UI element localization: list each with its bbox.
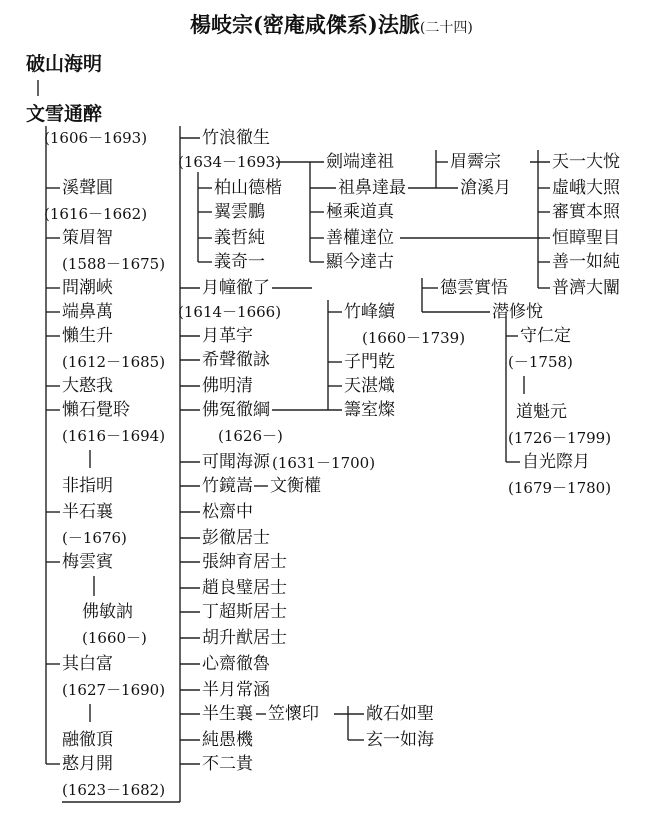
node-xisheng-cheyong: 希聲徹詠 — [202, 350, 270, 370]
node-tianzhan-chi: 天湛熾 — [344, 376, 395, 396]
node-cemei-zhi: 策眉智 — [62, 228, 113, 248]
node-wenheng-quan: 文衡權 — [270, 476, 321, 496]
years-kewen: (1631－1700) — [272, 454, 376, 472]
node-jicheng-daozhen: 極乘道真 — [326, 202, 394, 222]
years-xisheng: (1616－1662) — [44, 205, 148, 223]
node-lansheng-sheng: 懶生升 — [62, 326, 113, 346]
node-chunyu-ji: 純愚機 — [202, 730, 253, 750]
node-deyun-shiwu: 德雲實悟 — [440, 278, 508, 298]
node-fomin-ne: 佛敏訥 — [82, 602, 133, 622]
node-zimen-qian: 子門乾 — [344, 352, 395, 372]
node-zhufeng-xu: 竹峰續 — [344, 302, 395, 322]
node-dingchao-jushi: 丁超斯居士 — [202, 602, 287, 622]
years-shouren: (－1758) — [508, 353, 573, 371]
years-yuechuang: (1614－1666) — [178, 303, 282, 321]
node-zhujing-song: 竹鏡嵩 — [202, 476, 253, 496]
node-jianduan-dazu: 劍端達祖 — [326, 152, 394, 172]
node-chishi-rusheng: 敞石如聖 — [366, 704, 434, 724]
node-zubi-dazui: 祖鼻達最 — [338, 178, 406, 198]
node-pengche-jushi: 彭徹居士 — [202, 528, 270, 548]
node-zhangshen-jushi: 張紳育居士 — [202, 552, 287, 572]
node-xisheng-yuan: 溪聲圓 — [62, 178, 113, 198]
years-zhufeng: (1660－1739) — [362, 329, 466, 347]
years-ziguang: (1679－1780) — [508, 479, 612, 497]
node-yuepin-yu: 月革宇 — [202, 326, 253, 346]
node-qianxiu-yue: 潜修悅 — [492, 302, 543, 322]
node-fomi-chegang: 佛冤徹綱 — [202, 400, 270, 420]
title-sub: (二十四) — [419, 20, 473, 36]
node-kewen-haiyuan: 可聞海源 — [202, 452, 270, 472]
node-wenchao-xia: 問潮峽 — [62, 278, 113, 298]
node-zhulang-chesheng: 竹浪徹生 — [202, 128, 270, 148]
node-cangxi-yue: 滄溪月 — [460, 178, 511, 198]
node-puji-dachan: 普濟大闡 — [552, 278, 620, 298]
node-tianyi-dayue: 天一大悅 — [552, 152, 620, 172]
node-wenxue-tongzui: 文雪通醉 — [26, 103, 103, 125]
node-meixia-zong: 眉霽宗 — [450, 152, 501, 172]
node-bansheng-xiang: 半生襄 — [202, 704, 253, 724]
node-yiqi-yi: 義奇一 — [214, 252, 265, 272]
node-chanshi-can: 籌室燦 — [344, 400, 395, 420]
node-lihuai-yin: 笠懷印 — [268, 704, 319, 724]
node-qibai-fu: 其白富 — [62, 654, 113, 674]
node-buer-gui: 不二貴 — [202, 754, 253, 774]
node-feizhi-ming: 非指明 — [62, 476, 113, 496]
node-banyue-changhan: 半月常涵 — [202, 680, 270, 700]
node-shenshi-benzhao: 審實本照 — [552, 202, 620, 222]
node-husheng-jushi: 胡升猷居士 — [202, 628, 287, 648]
years-hanyue: (1623－1682) — [62, 781, 166, 799]
node-xuanyi-ruhai: 玄一如海 — [366, 730, 434, 750]
node-boshan-dekai: 柏山德楷 — [214, 178, 282, 198]
years-wenxue: (1606－1693) — [44, 129, 148, 147]
years-banshi: (－1676) — [62, 529, 127, 547]
node-songzhai-zhong: 松齋中 — [202, 502, 253, 522]
node-yuechuang-cheliao: 月幢徹了 — [202, 278, 270, 298]
title-main: 楊岐宗(密庵咸傑系)法脈 — [190, 12, 420, 37]
node-zhaoliang-jushi: 趙良璧居士 — [202, 578, 287, 598]
years-zhulang: (1634－1693) — [178, 153, 282, 171]
node-xu-dazhao: 虛峨大照 — [552, 178, 620, 198]
years-cemei: (1588－1675) — [62, 255, 166, 273]
node-dahan-wo: 大憨我 — [62, 376, 113, 396]
node-lanshi-jueling: 懶石覺聆 — [62, 400, 130, 420]
years-lansheng: (1612－1685) — [62, 353, 166, 371]
node-shouren-ding: 守仁定 — [520, 326, 571, 346]
node-duanbi-wan: 端鼻萬 — [62, 302, 113, 322]
years-daokui: (1726－1799) — [508, 429, 612, 447]
node-rongche-ding: 融徹頂 — [62, 730, 113, 750]
node-banshi-xiang: 半石襄 — [62, 502, 113, 522]
node-xianjin-dagu: 顯今達古 — [326, 252, 394, 272]
node-yiyun-peng: 翼雲鵬 — [214, 202, 265, 222]
node-shanquan-dawei: 善權達位 — [326, 228, 394, 248]
node-poshan-haiming: 破山海明 — [26, 53, 103, 75]
node-yizhe-chun: 義哲純 — [214, 228, 265, 248]
years-lanshi: (1616－1694) — [62, 427, 166, 445]
years-qibai: (1627－1690) — [62, 681, 166, 699]
years-fomi: (1626－) — [218, 427, 283, 445]
node-hengzhang-shengmu: 恒瞕聖目 — [552, 228, 620, 248]
node-shanyi-ruchun: 善一如純 — [552, 252, 620, 272]
node-xinzhai-chelu: 心齋徹魯 — [202, 654, 270, 674]
node-meiyun-bin: 梅雲賓 — [62, 552, 113, 572]
years-fomin: (1660－) — [82, 629, 147, 647]
node-foming-qing: 佛明清 — [202, 376, 253, 396]
node-daokui-yuan: 道魁元 — [516, 402, 567, 422]
node-hanyue-kai: 憨月開 — [62, 754, 113, 774]
node-ziguang-jiyue: 自光際月 — [522, 452, 590, 472]
